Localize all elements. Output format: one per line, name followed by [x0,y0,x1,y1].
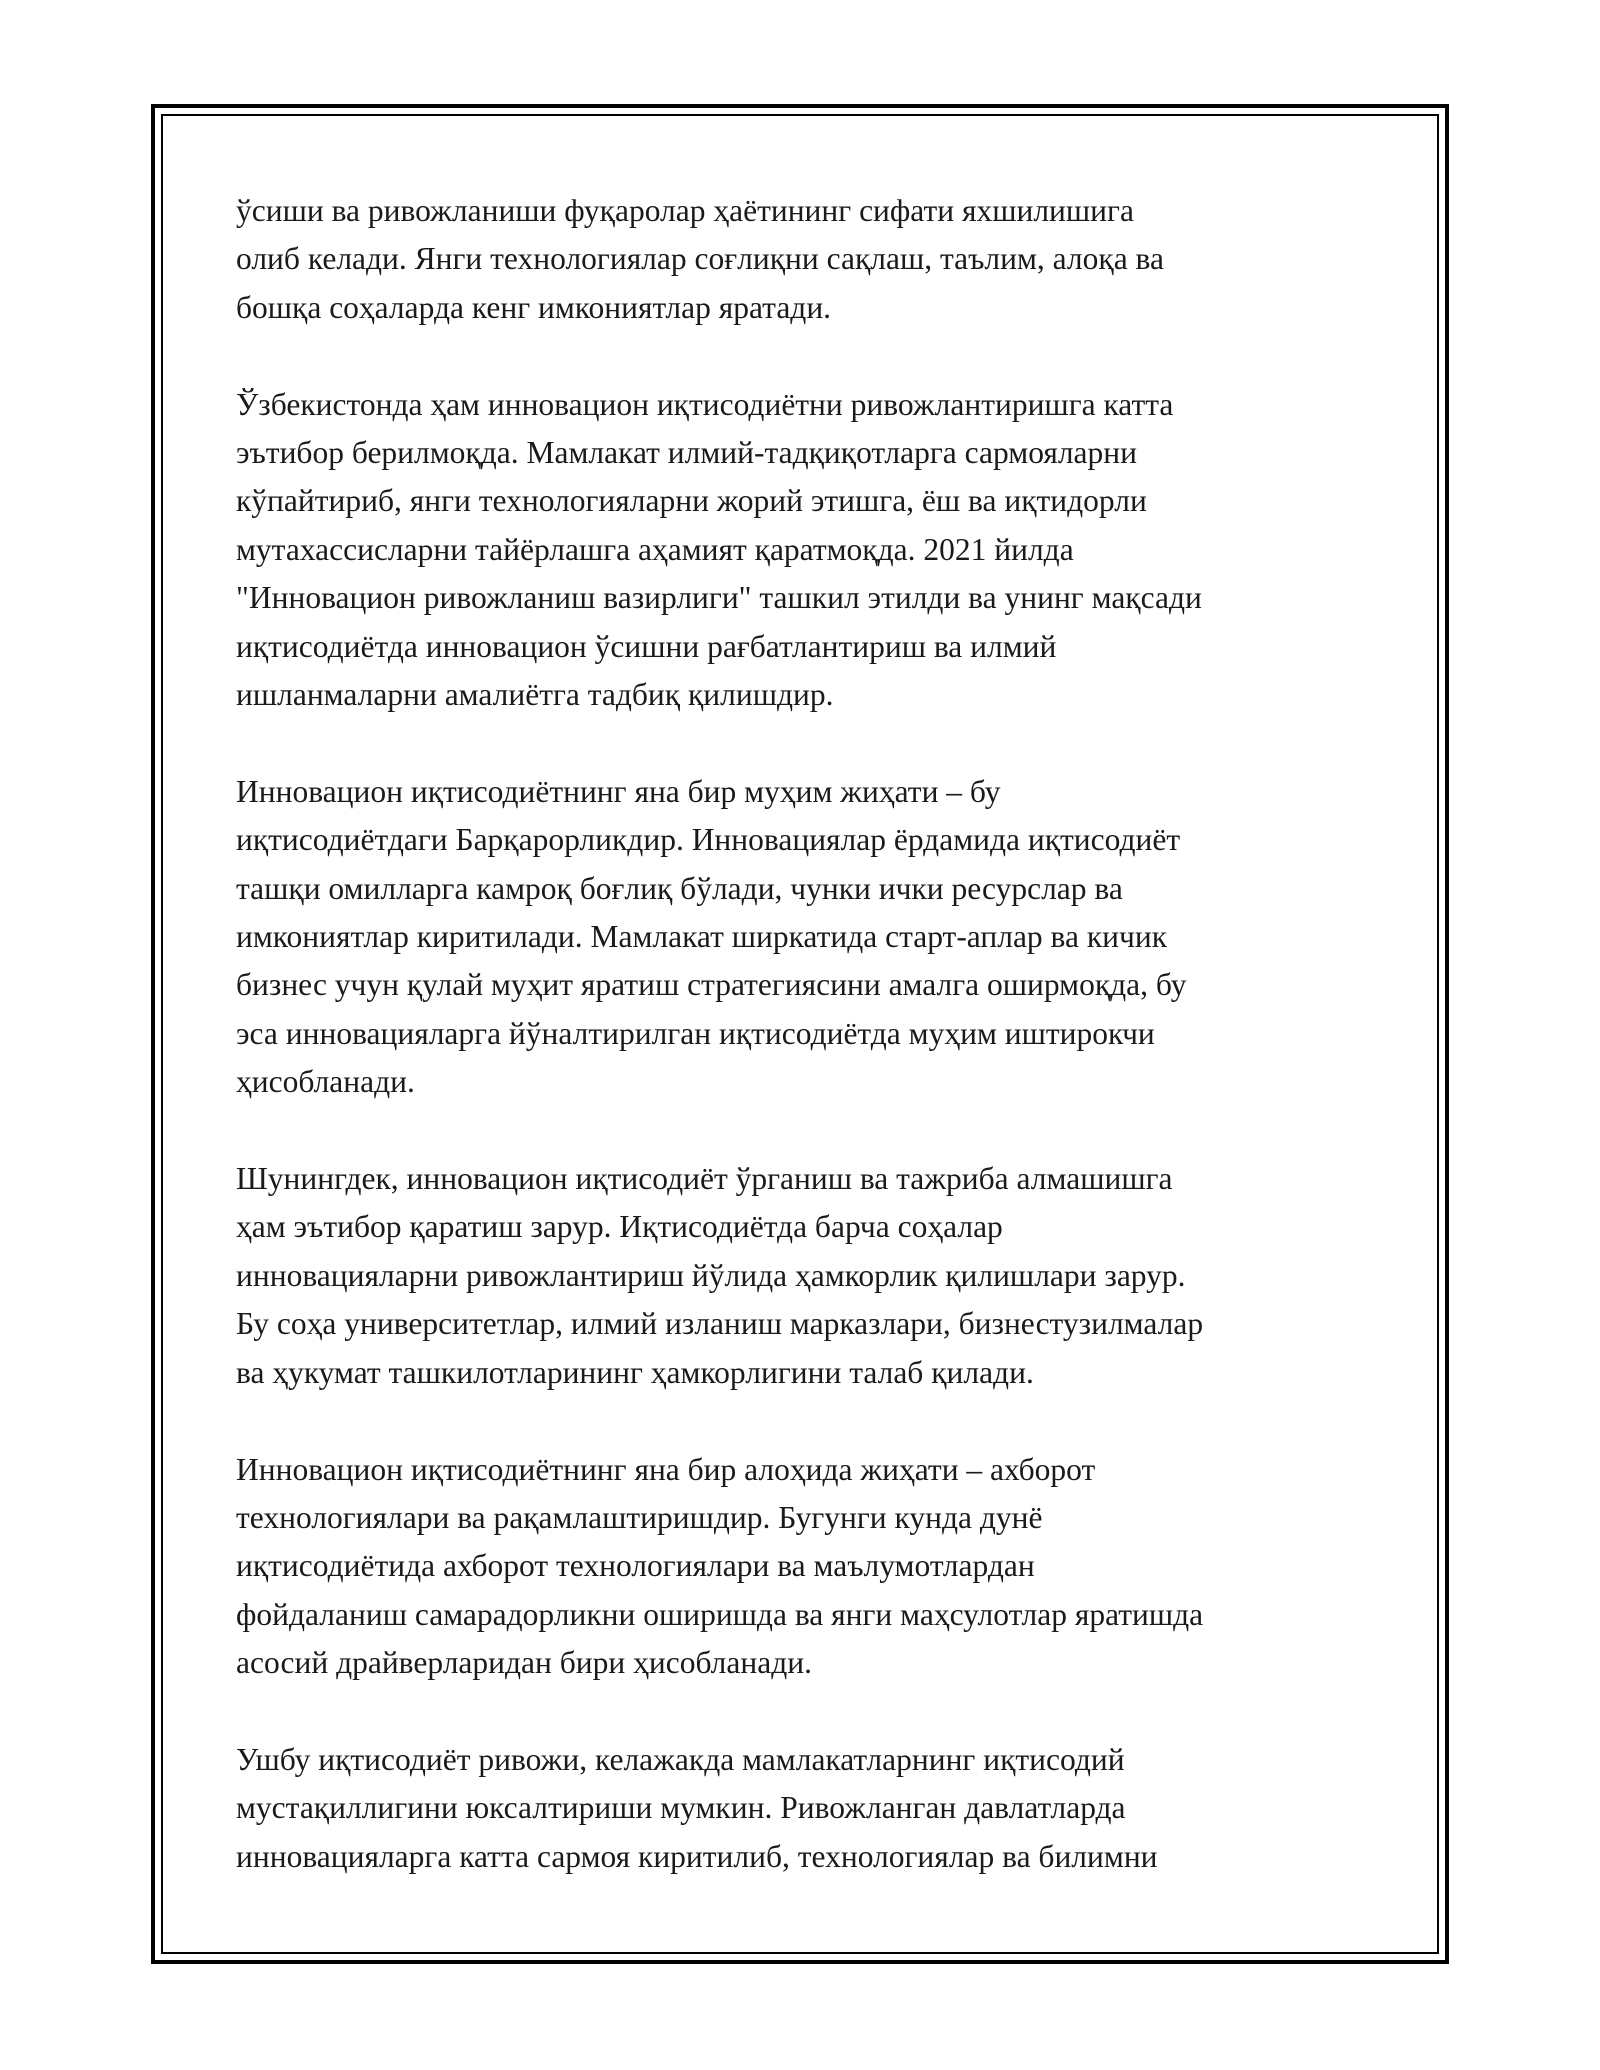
text-line: кўпайтириб, янги технологияларни жорий этишга, ёш ва иқтидорли [236,483,1147,519]
text-line: эътибор берилмоқда. Мамлакат илмий-тадқиқотларга сармояларни [236,435,1137,471]
paragraph [236,381,1396,720]
text-line: мутахассисларни тайёрлашга аҳамият қаратмоқда. 2021 йилда [236,531,1074,567]
paragraph [236,768,1396,1107]
text-line: Шунингдек, инновацион иқтисодиёт ўрганиш ва тажриба алмашишга [236,1161,1173,1197]
text-line: ишланмаларни амалиётга тадбиқ қилишдир. [236,677,834,713]
text-line: ташқи омилларга камроқ боғлиқ бўлади, чунки ички ресурслар ва [236,870,1123,906]
text-line: Инновацион иқтисодиётнинг яна бир муҳим жиҳати – бу [236,773,1001,809]
text-line: бошқа соҳаларда кенг имкониятлар яратади. [236,289,832,325]
text-line: Ўзбекистонда ҳам инновацион иқтисодиётни ривожлантиришга катта [236,386,1174,422]
text-line: технологиялари ва рақамлаштиришдир. Бугунги кунда дунё [236,1499,1043,1535]
text-line: ҳам эътибор қаратиш зарур. Иқтисодиётда барча соҳалар [236,1209,1003,1245]
text-line: эса инновацияларга йўналтирилган иқтисодиётда муҳим иштирокчи [236,1015,1155,1051]
text-line: фойдаланиш самарадорликни оширишда ва янги маҳсулотлар яратишда [236,1596,1204,1632]
text-line: ва ҳукумат ташкилотларининг ҳамкорлигини талаб қилади. [236,1354,1034,1390]
text-line: олиб келади. Янги технологиялар соғлиқни сақлаш, таълим, алоқа ва [236,241,1164,277]
text-line: бизнес учун қулай муҳит яратиш стратегиясини амалга оширмоқда, бу [236,967,1187,1003]
text-line: имкониятлар киритилади. Мамлакат ширкатида старт-аплар ва кичик [236,919,1168,955]
paragraph [236,1446,1396,1688]
text-line: Бу соҳа университетлар, илмий изланиш марказлари, бизнестузилмалар [236,1306,1204,1342]
text-line: Инновацион иқтисодиётнинг яна бир алоҳида жиҳати – ахборот [236,1451,1096,1487]
text-line: иқтисодиётида ахборот технологиялари ва маълумотлардан [236,1548,1035,1584]
text-line: иқтисодиётда инновацион ўсишни рағбатлантириш ва илмий [236,628,1057,664]
text-line: инновацияларни ривожлантириш йўлида ҳамкорлик қилишлари зарур. [236,1257,1186,1293]
paragraph [236,1736,1396,1881]
text-line: мустақиллигини юксалтириши мумкин. Ривожланган давлатларда [236,1790,1126,1826]
text-line: инновацияларга катта сармоя киритилиб, технологиялар ва билимни [236,1838,1158,1874]
document-body [236,187,1396,1930]
text-line: ўсиши ва ривожланиши фуқаролар ҳаётининг сифати яхшилишига [236,193,1134,228]
text-line: асосий драйверларидан бири ҳисобланади. [236,1645,812,1681]
paragraph [236,187,1396,332]
paragraph [236,1155,1396,1397]
text-line: "Инновацион ривожланиш вазирлиги" ташкил этилди ва унинг мақсади [236,580,1202,616]
text-line: иқтисодиётдаги Барқарорликдир. Инновациялар ёрдамида иқтисодиёт [236,822,1181,858]
text-line: ҳисобланади. [236,1064,415,1100]
text-line: Ушбу иқтисодиёт ривожи, келажакда мамлакатларнинг иқтисодий [236,1741,1125,1777]
